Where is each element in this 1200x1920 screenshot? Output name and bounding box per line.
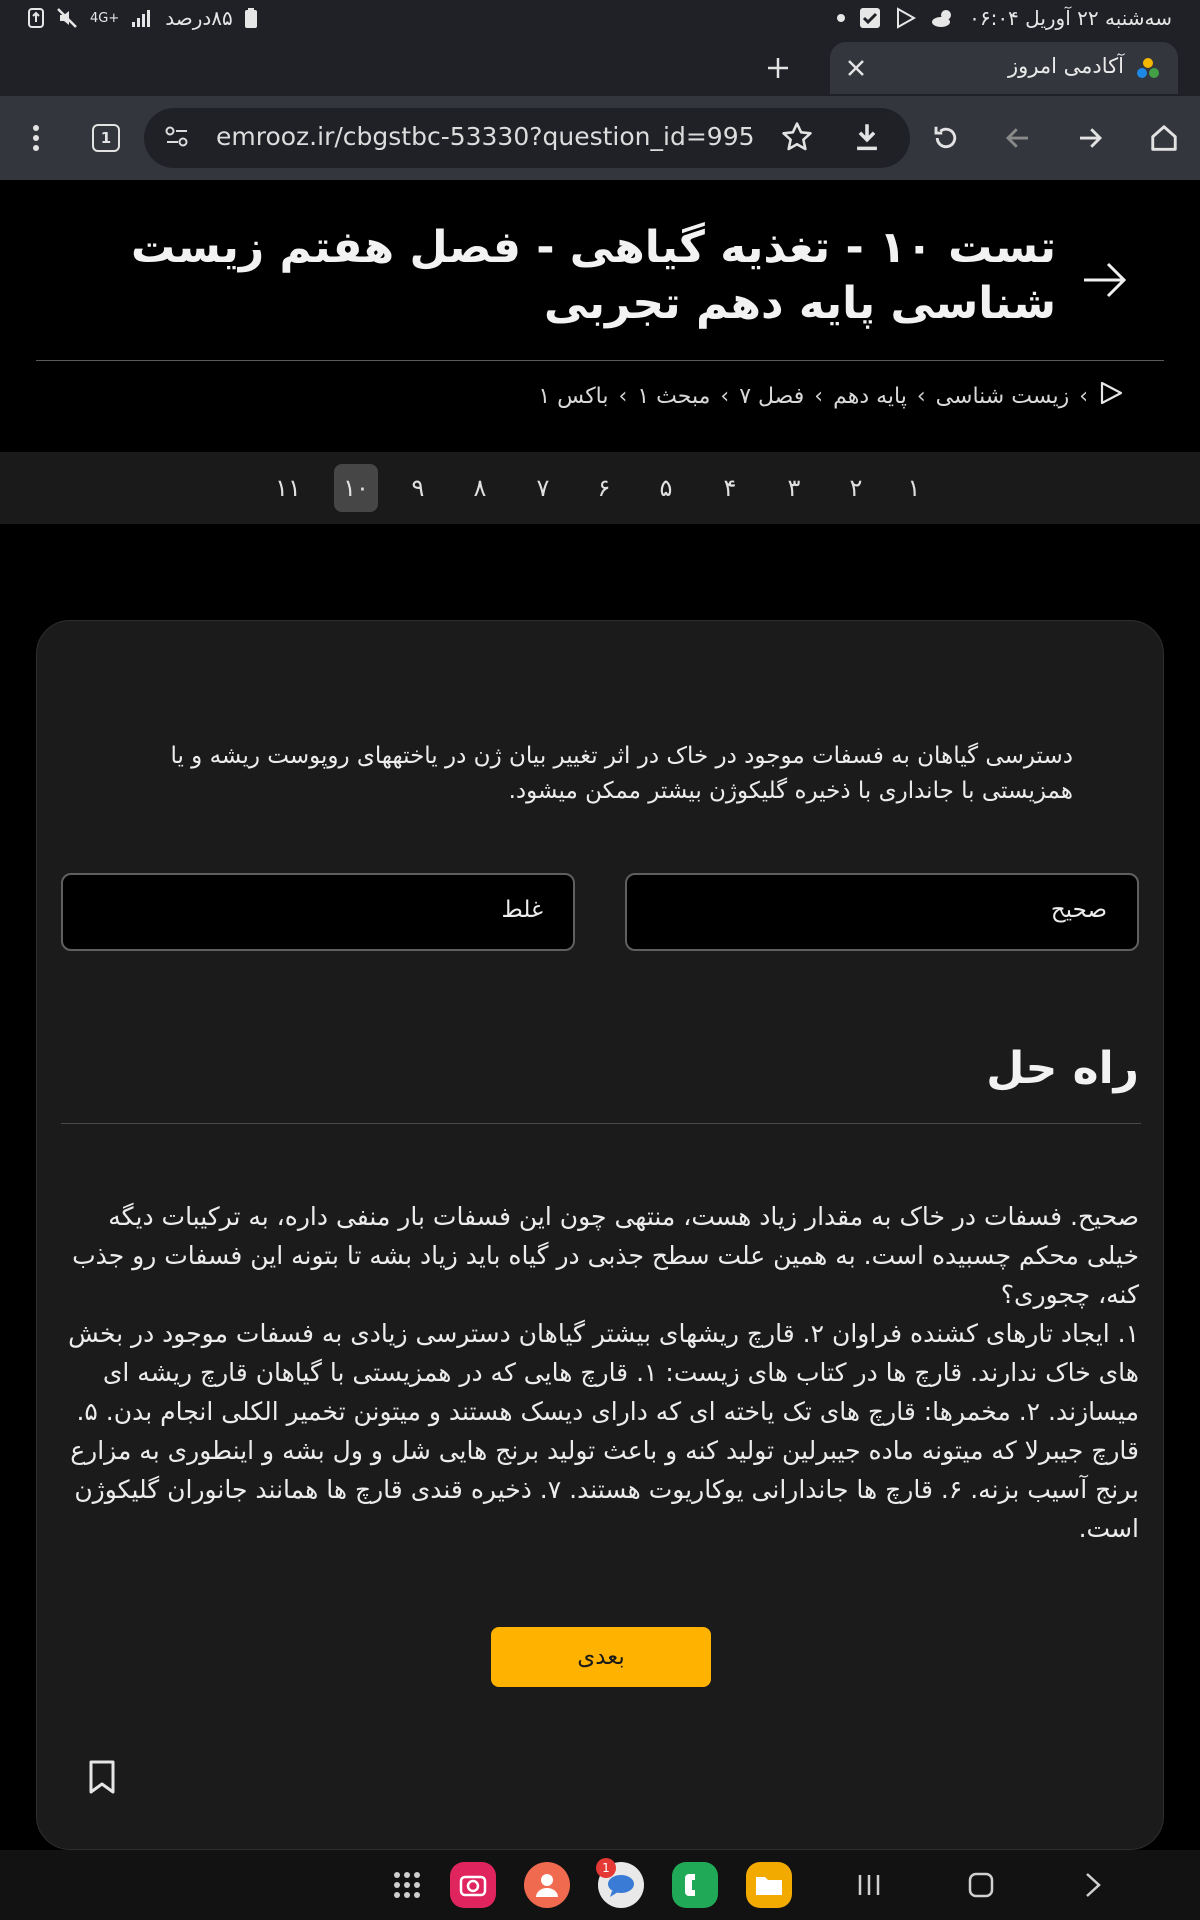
browser-toolbar (0, 96, 1200, 180)
question-text: دسترسی گیاهان به فسفات موجود در خاک در اثر تغییر بیان ژن در یاختههای روپوست ریشه و یا همزیستی با جانداری با ذخیره گلیکوژن بیشتر ممکن میشود. (170, 743, 1073, 804)
system-navbar (0, 1850, 1200, 1920)
camera-app-button[interactable] (448, 1860, 498, 1910)
question-number-7[interactable]: ۷ (536, 474, 550, 502)
chevron-left-icon: › (618, 383, 628, 409)
arrow-right-icon (1075, 123, 1105, 153)
more-vert-icon (32, 124, 40, 152)
home-icon (1149, 123, 1179, 153)
next-button[interactable]: بعدی (491, 1627, 711, 1687)
status-right (837, 6, 1172, 30)
answer-true-button[interactable]: صحیح (625, 873, 1139, 951)
chevron-left-icon: › (916, 383, 926, 409)
tab-title: آکادمی امروز (1008, 54, 1124, 78)
breadcrumb (538, 380, 1124, 412)
contacts-icon (524, 1862, 570, 1908)
page-header (0, 180, 1200, 452)
site-favicon-icon (1136, 56, 1160, 80)
mute-icon (56, 7, 78, 29)
status-bar (0, 0, 1200, 38)
recents-icon (856, 1872, 882, 1898)
chevron-left-icon: › (814, 383, 824, 409)
app-drawer-button[interactable] (382, 1860, 432, 1910)
reload-icon (931, 123, 961, 153)
question-card (36, 620, 1164, 1850)
solution-text: صحیح. فسفات در خاک به مقدار زیاد هست، منتهی چون این فسفات بار منفی داره، به ترکیبات دیگه خیلی محکم چسبیده است. به همین علت سطح جذبی در گیاه باید زیاد بشه تا بتونه این فسفات رو جذب کنه، چجوری؟ ۱. ایجاد تارهای کشنده فراوان ۲. قارچ ریشهای بیشتر گیاهان دسترسی زیادی به فسفات موجود در بخش های خاک ندارند. قارچ ها در کتاب های زیست: ۱. قارچ هایی که در همزیستی با گیاهان قارچ ریشه ای میسازند. ۲. مخمرها: قارچ های تک یاخته ای که دارای دیسک هستند و میتونن تخمیر الکلی انجام بدن. ۵. قارچ جیبرلا که میتونه ماده جیبرلین تولید کنه و باعث تولید برنج هایی شل و ول بشه و اینطوری به مزارع برنج آسیب بزنه. ۶. قارچ ها جاندارانی یوکاریوت هستند. ۷. ذخیره قندی قارچ ها همانند جانوران گلیکوژن است. (68, 1202, 1139, 1543)
answer-false-button[interactable]: غلط (61, 873, 575, 951)
breadcrumb-item[interactable]: باکس ۱ (538, 383, 609, 409)
solution-divider (61, 1123, 1141, 1124)
page-back-button[interactable] (1082, 260, 1128, 304)
recents-button[interactable] (844, 1860, 894, 1910)
question-number-11[interactable]: ۱۱ (275, 474, 301, 502)
breadcrumb-item[interactable]: فصل ۷ (739, 383, 805, 409)
question-number-8[interactable]: ۸ (473, 474, 487, 502)
chevron-left-icon: › (720, 383, 730, 409)
menu-button[interactable] (12, 114, 60, 162)
tab-switcher-button[interactable] (82, 114, 130, 162)
messages-app-button[interactable] (596, 1860, 646, 1910)
chevron-right-icon (1082, 1871, 1104, 1899)
weather-icon (931, 7, 955, 29)
header-divider (36, 360, 1164, 361)
play-store-icon (895, 7, 917, 29)
breadcrumb-item[interactable]: مبحث ۱ (637, 383, 711, 409)
back-button[interactable] (994, 114, 1042, 162)
browser-tab[interactable] (830, 42, 1178, 94)
question-number-1[interactable]: ۱ (907, 474, 921, 502)
question-navigation (0, 452, 1200, 524)
question-number-2[interactable]: ۲ (849, 474, 863, 502)
phone-app-button[interactable] (670, 1860, 720, 1910)
tab-close-button[interactable] (842, 54, 870, 82)
home-button[interactable] (1140, 114, 1188, 162)
messages-badge: 1 (596, 1858, 616, 1878)
question-number-9[interactable]: ۹ (411, 474, 425, 502)
reload-button[interactable] (922, 114, 970, 162)
url-text[interactable]: emrooz.ir/cbgstbc-53330?question_id=995 (216, 122, 755, 151)
network-type: 4G+ (90, 10, 120, 26)
question-number-4[interactable]: ۴ (723, 474, 737, 502)
address-bar[interactable] (144, 108, 910, 168)
messages-icon (598, 1862, 644, 1908)
apps-grid-icon (392, 1870, 422, 1900)
question-number-3[interactable]: ۳ (787, 474, 801, 502)
tab-strip (0, 38, 1200, 96)
site-info-icon[interactable] (164, 124, 190, 154)
battery-icon (245, 8, 257, 28)
page-title: تست ۱۰ - تغذیه گیاهی - فصل هفتم زیست شناسی پایه دهم تجربی (130, 222, 1056, 329)
back-nav-button[interactable] (1068, 1860, 1118, 1910)
battery-text: ۸۵درصد (165, 6, 233, 30)
home-square-icon (968, 1872, 994, 1898)
breadcrumb-item[interactable]: پایه دهم (833, 383, 907, 409)
play-icon[interactable] (1098, 380, 1124, 412)
arrow-right-icon (1082, 260, 1128, 300)
files-app-button[interactable] (744, 1860, 794, 1910)
download-icon[interactable] (850, 120, 884, 158)
breadcrumb-item[interactable]: زیست شناسی (935, 383, 1070, 409)
bookmark-star-icon[interactable] (780, 120, 814, 158)
bookmark-icon[interactable] (87, 1759, 117, 1799)
new-tab-button[interactable] (758, 48, 798, 88)
status-datetime: سه‌شنبه ۲۲ آوریل ۰۶:۰۴ (969, 6, 1172, 30)
signal-icon (131, 8, 153, 28)
phone-icon (672, 1862, 718, 1908)
contacts-app-button[interactable] (522, 1860, 572, 1910)
camera-icon (450, 1862, 496, 1908)
screenshot-icon (28, 8, 44, 28)
check-notification-icon (859, 7, 881, 29)
question-number-10[interactable]: ۱۰ (334, 464, 378, 512)
plus-icon (766, 56, 790, 80)
close-icon (847, 59, 865, 77)
status-left (28, 6, 257, 30)
folder-icon (746, 1862, 792, 1908)
question-number-5[interactable]: ۵ (659, 474, 673, 502)
forward-button[interactable] (1066, 114, 1114, 162)
arrow-left-icon (1003, 123, 1033, 153)
notification-dot-icon (837, 14, 845, 22)
tab-count: 1 (92, 124, 120, 152)
question-number-6[interactable]: ۶ (597, 474, 611, 502)
solution-title: راه حل (986, 1043, 1139, 1094)
home-nav-button[interactable] (956, 1860, 1006, 1910)
chevron-left-icon: › (1079, 383, 1088, 409)
